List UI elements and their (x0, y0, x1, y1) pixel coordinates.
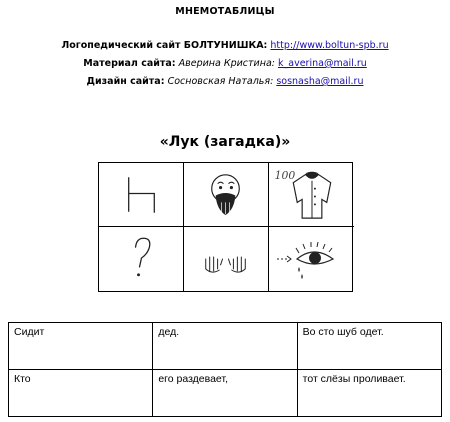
site-link[interactable]: http://www.boltun-spb.ru (270, 40, 389, 51)
design-email-link[interactable]: sosnasha@mail.ru (276, 76, 364, 87)
grandfather-face-icon (184, 163, 268, 226)
picture-cell (269, 163, 354, 227)
table-row (9, 323, 442, 370)
picture-cell (99, 227, 184, 291)
fur-coat-icon (269, 163, 354, 226)
design-credit-line (0, 76, 450, 87)
site-label: Логопедический сайт БОЛТУНИШКА: (61, 40, 268, 51)
riddle-title: «Лук (загадка)» (159, 134, 291, 150)
picture-cell (99, 163, 184, 227)
crying-eye-icon (269, 227, 354, 291)
site-credit-line (0, 40, 450, 51)
material-credit-line (0, 58, 450, 69)
picture-cell (184, 163, 269, 227)
table-cell: его раздевает, (153, 370, 297, 417)
material-label: Материал сайта: (83, 58, 176, 69)
page-title: МНЕМОТАБЛИЦЫ (175, 6, 275, 17)
design-label: Дизайн сайта: (86, 76, 165, 87)
table-cell: Во сто шуб одет. (297, 323, 441, 370)
table-cell: тот слёзы проливает. (297, 370, 441, 417)
material-author: Аверина Кристина: (178, 58, 275, 69)
material-email-link[interactable]: k_averina@mail.ru (278, 58, 367, 69)
letter-n-icon (99, 163, 183, 226)
hands-icon (184, 227, 268, 291)
design-author: Сосновская Наталья: (167, 76, 274, 87)
table-cell: Кто (9, 370, 153, 417)
riddle-text-table (8, 322, 442, 417)
picture-cell (269, 227, 354, 291)
table-cell: Сидит (9, 323, 153, 370)
table-cell: дед. (153, 323, 297, 370)
hundred-label: 100 (274, 168, 296, 182)
mnemonic-picture-grid (98, 162, 353, 292)
question-mark-icon (99, 227, 183, 291)
picture-cell (184, 227, 269, 291)
table-row (9, 370, 442, 417)
